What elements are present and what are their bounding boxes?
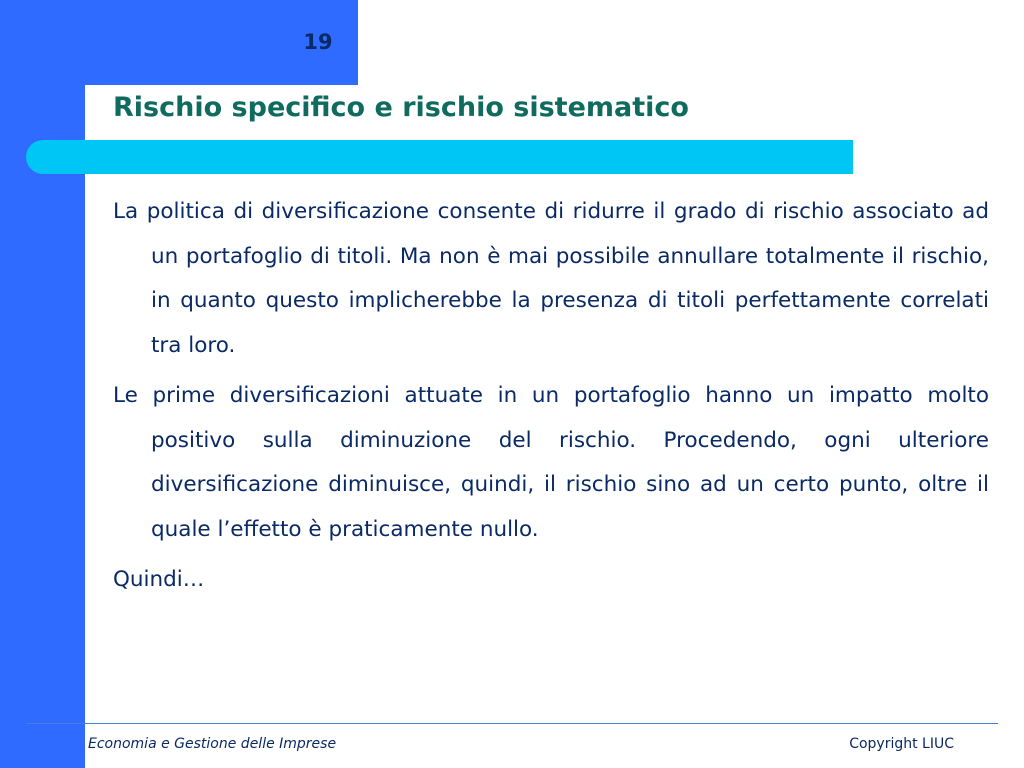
footer-divider (26, 723, 998, 724)
body-paragraph-2: Le prime diversificazioni attuate in un portafoglio hanno un impatto molto positivo sulla diminuzione del rischio. Procedendo, ogni ulteriore diversificazione diminuisce, quindi, il rischio sino ad un certo punto, oltre il quale l’effetto è praticamente nullo. (113, 383, 989, 542)
body-paragraph-1: La politica di diversificazione consente di ridurre il grado di rischio associato ad un portafoglio di titoli. Ma non è mai possibile annullare totalmente il rischio, in quanto questo implicherebbe la presenza di titoli perfettamente correlati tra loro. (113, 199, 989, 358)
body-paragraph-3: Quindi… (113, 567, 205, 592)
slide-number: 19 (303, 30, 333, 54)
title-underline-bar (26, 140, 853, 174)
slide-title: Rischio specifico e rischio sistematico (113, 92, 689, 123)
slide-body (113, 190, 989, 609)
footer-course-name: Economia e Gestione delle Imprese (88, 736, 337, 752)
left-decorative-band (0, 0, 85, 768)
footer-copyright: Copyright LIUC (849, 736, 954, 752)
